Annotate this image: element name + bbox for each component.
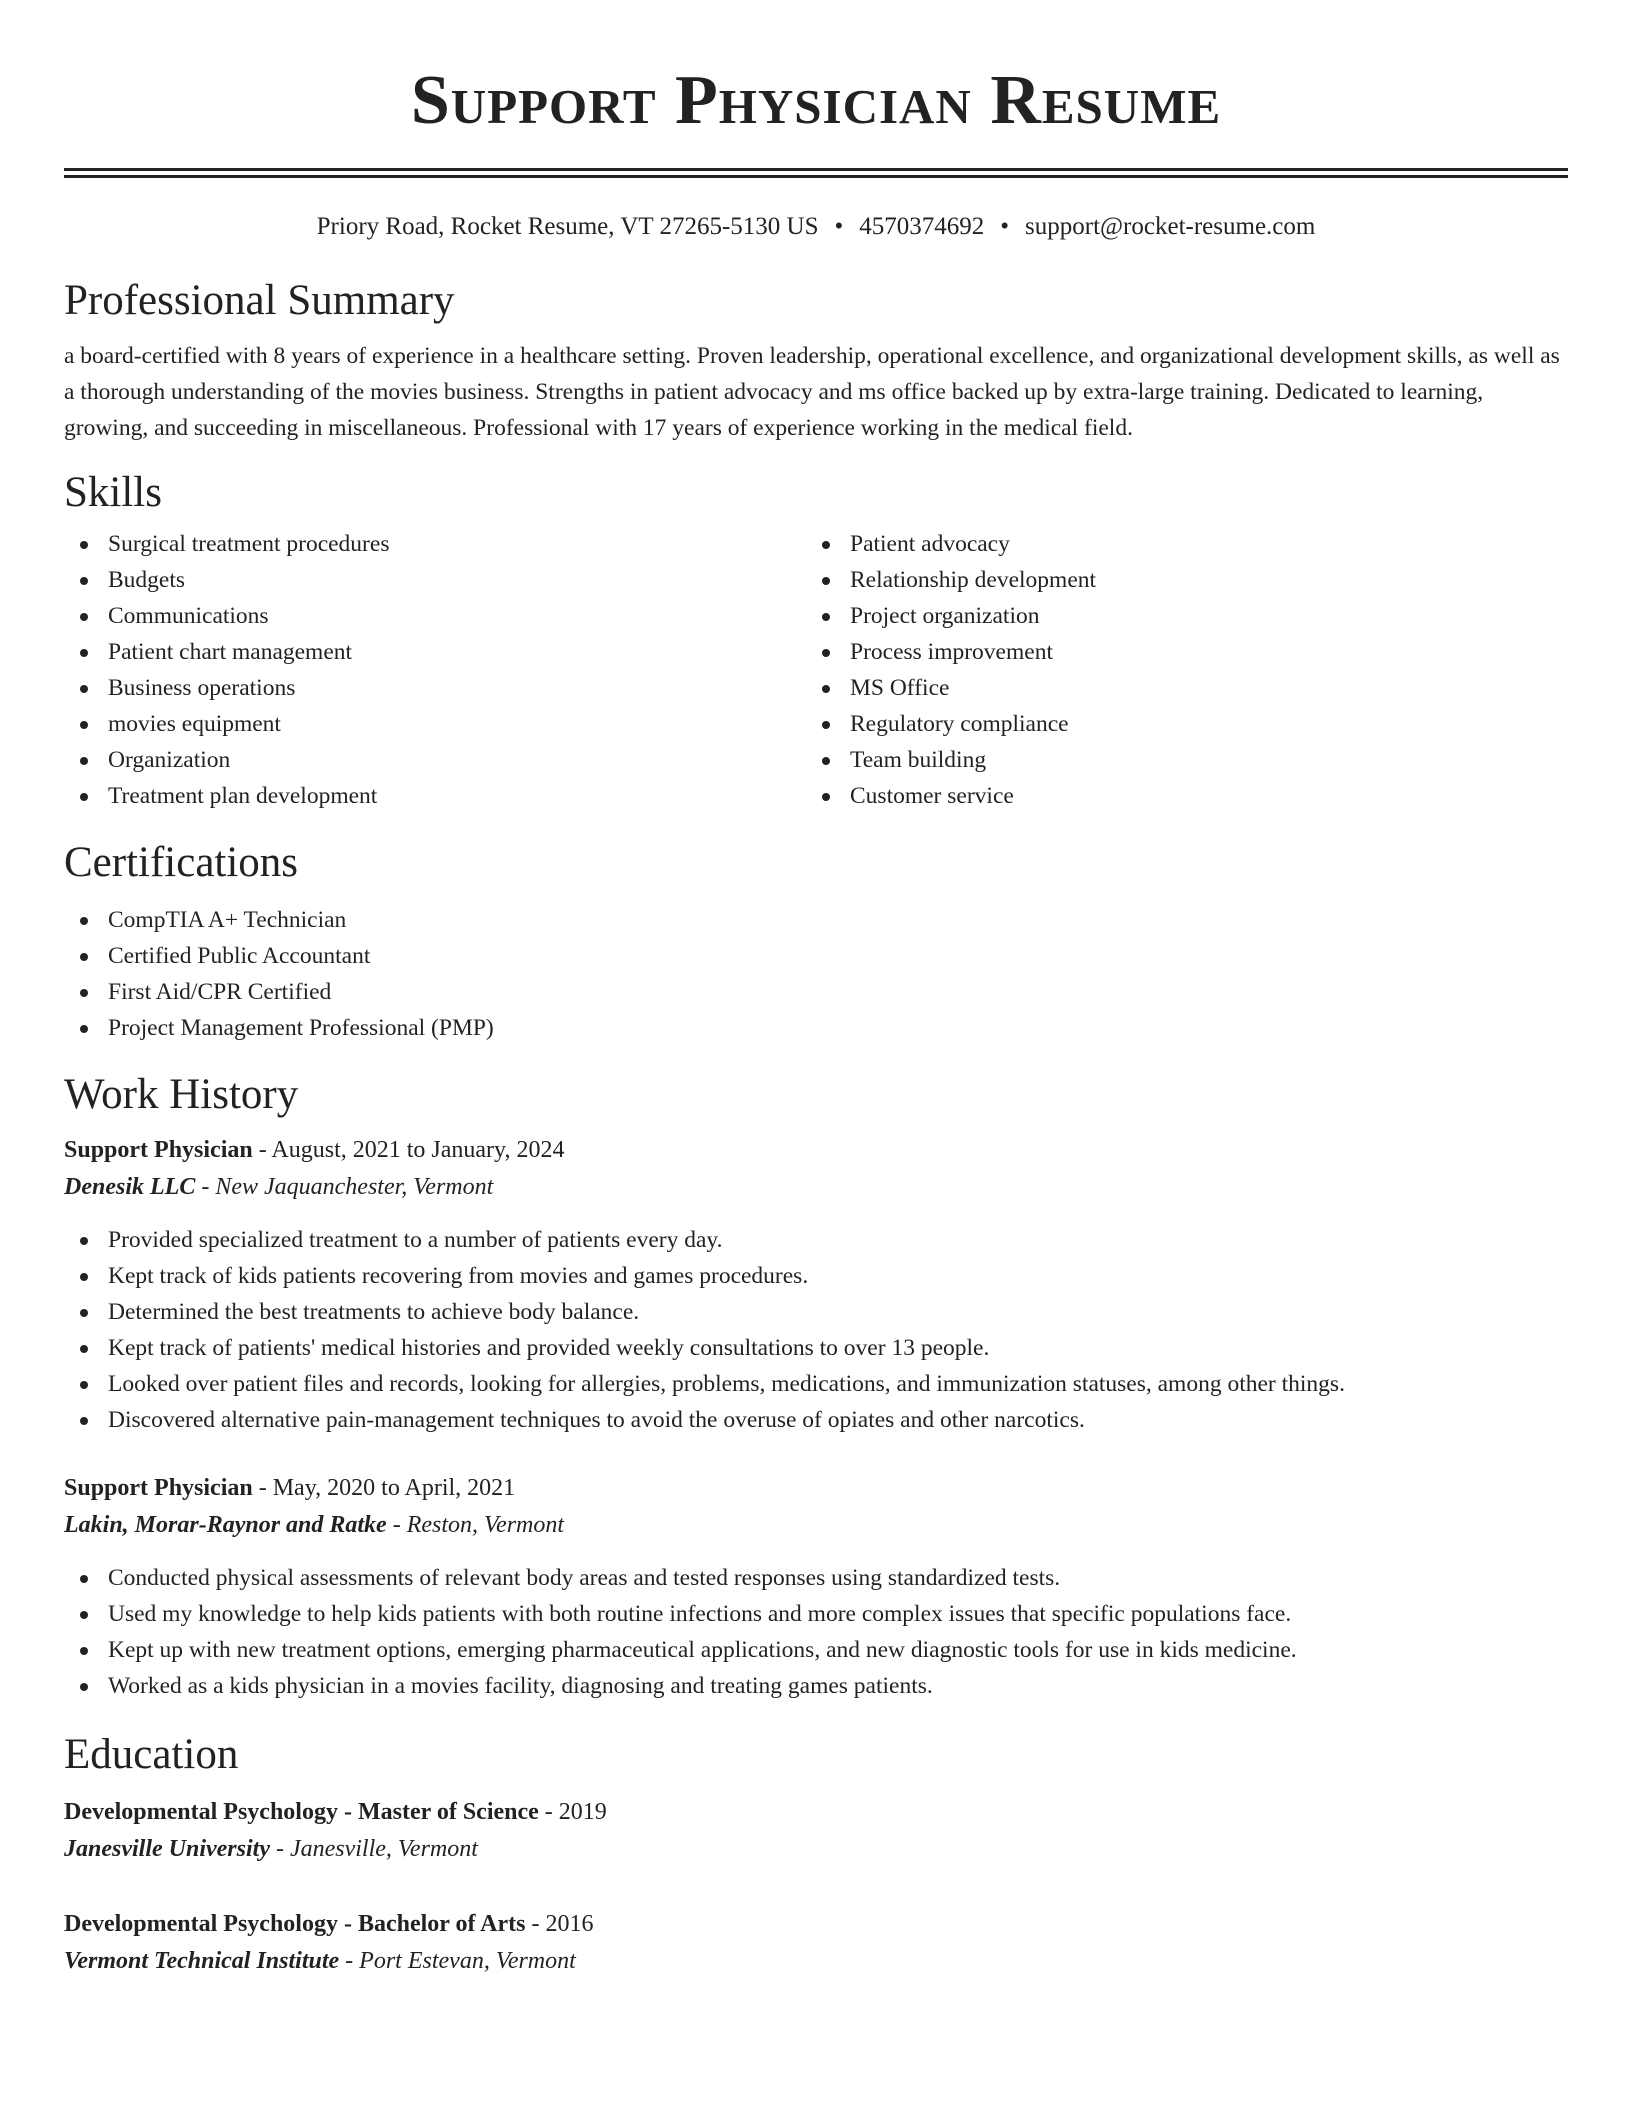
job-entry	[64, 1132, 1568, 1438]
education-school: Vermont Technical Institute	[64, 1948, 340, 1974]
education-location: Port Estevan, Vermont	[359, 1948, 576, 1974]
job-dates: August, 2021 to January, 2024	[271, 1137, 565, 1163]
list-item: Regulatory compliance	[806, 706, 1548, 742]
list-item: movies equipment	[64, 706, 806, 742]
list-item: Looked over patient files and records, looking for allergies, problems, medications, and immunization statuses, among other things.	[64, 1366, 1568, 1402]
list-item: Process improvement	[806, 634, 1548, 670]
job-location: New Jaquanchester, Vermont	[215, 1174, 494, 1200]
job-title-line: Support Physician - May, 2020 to April, 2021	[64, 1475, 516, 1501]
page-title: Support Physician Resume	[410, 62, 1222, 139]
list-item: Used my knowledge to help kids patients with both routine infections and more complex issues that specific populations face.	[64, 1596, 1568, 1632]
contact-phone: 4570374692	[859, 213, 985, 240]
list-item: Discovered alternative pain-management techniques to avoid the overuse of opiates and other narcotics.	[64, 1402, 1568, 1438]
list-item: Certified Public Accountant	[64, 938, 1568, 974]
list-item: Kept track of kids patients recovering from movies and games procedures.	[64, 1258, 1568, 1294]
job-entry	[64, 1470, 1568, 1704]
list-item: Patient chart management	[64, 634, 806, 670]
skills-grid	[64, 526, 1568, 814]
education-entry	[64, 1906, 1568, 1980]
list-item: Business operations	[64, 670, 806, 706]
section-heading-education: Education	[64, 1731, 239, 1778]
education-year: 2019	[558, 1799, 607, 1825]
education-school-line: Janesville University - Janesville, Vermont	[64, 1836, 478, 1862]
list-item: Kept track of patients' medical histories and provided weekly consultations to over 13 people.	[64, 1330, 1568, 1366]
list-item: Kept up with new treatment options, emerging pharmaceutical applications, and new diagnostic tools for use in kids medicine.	[64, 1632, 1568, 1668]
contact-line	[64, 212, 1568, 242]
list-item: Relationship development	[806, 562, 1548, 598]
list-item: Conducted physical assessments of relevant body areas and tested responses using standardized tests.	[64, 1560, 1568, 1596]
list-item: Surgical treatment procedures	[64, 526, 806, 562]
section-heading-certifications: Certifications	[64, 839, 299, 886]
job-dates: May, 2020 to April, 2021	[272, 1475, 516, 1501]
education-school-line: Vermont Technical Institute - Port Estevan, Vermont	[64, 1948, 576, 1974]
education-degree-line: Developmental Psychology - Bachelor of Arts - 2016	[64, 1911, 594, 1937]
education-degree: Developmental Psychology - Master of Science	[64, 1799, 539, 1825]
contact-email: support@rocket-resume.com	[1025, 213, 1316, 240]
summary-text: a board-certified with 8 years of experience in a healthcare setting. Proven leadership, operational excellence, and organizational development skills, as well as a thorough understanding of the movies business. Strengths in patient advocacy and ms office backed up by extra-large training. Dedicated to learning, growing, and succeeding in miscellaneous. Professional with 17 years of experience working in the medical field.	[64, 343, 1560, 441]
list-item: Team building	[806, 742, 1548, 778]
list-item: Project organization	[806, 598, 1548, 634]
list-item: Budgets	[64, 562, 806, 598]
job-bullets	[64, 1222, 1568, 1438]
job-title: Support Physician	[64, 1137, 253, 1163]
contact-separator: •	[834, 213, 844, 240]
education-degree-line: Developmental Psychology - Master of Science - 2019	[64, 1799, 607, 1825]
job-bullets	[64, 1560, 1568, 1704]
contact-address: Priory Road, Rocket Resume, VT 27265-5130 US	[316, 213, 819, 240]
list-item: Treatment plan development	[64, 778, 806, 814]
list-item: CompTIA A+ Technician	[64, 902, 1568, 938]
job-company-line: Denesik LLC - New Jaquanchester, Vermont	[64, 1174, 494, 1200]
list-item: Provided specialized treatment to a number of patients every day.	[64, 1222, 1568, 1258]
education-entry	[64, 1794, 1568, 1868]
skills-list-left	[64, 526, 806, 814]
certifications-list	[64, 902, 1568, 1046]
job-title-line: Support Physician - August, 2021 to January, 2024	[64, 1137, 565, 1163]
list-item: Worked as a kids physician in a movies facility, diagnosing and treating games patients.	[64, 1668, 1568, 1704]
education-location: Janesville, Vermont	[289, 1836, 478, 1862]
list-item: MS Office	[806, 670, 1548, 706]
title-double-rule	[64, 168, 1568, 178]
list-item: Project Management Professional (PMP)	[64, 1010, 1568, 1046]
list-item: Organization	[64, 742, 806, 778]
job-title: Support Physician	[64, 1475, 253, 1501]
contact-separator: •	[1000, 213, 1010, 240]
job-company-line: Lakin, Morar-Raynor and Ratke - Reston, Vermont	[64, 1512, 565, 1538]
job-company: Lakin, Morar-Raynor and Ratke	[64, 1512, 387, 1538]
education-school: Janesville University	[64, 1836, 270, 1862]
list-item: Communications	[64, 598, 806, 634]
job-company: Denesik LLC	[64, 1174, 196, 1200]
section-heading-summary: Professional Summary	[64, 277, 455, 324]
list-item: Patient advocacy	[806, 526, 1548, 562]
job-location: Reston, Vermont	[406, 1512, 565, 1538]
section-heading-skills: Skills	[64, 469, 162, 516]
list-item: Determined the best treatments to achieve body balance.	[64, 1294, 1568, 1330]
skills-list-right	[806, 526, 1548, 814]
education-degree: Developmental Psychology - Bachelor of Arts	[64, 1911, 526, 1937]
section-heading-work-history: Work History	[64, 1071, 299, 1118]
list-item: First Aid/CPR Certified	[64, 974, 1568, 1010]
list-item: Customer service	[806, 778, 1548, 814]
education-year: 2016	[545, 1911, 594, 1937]
